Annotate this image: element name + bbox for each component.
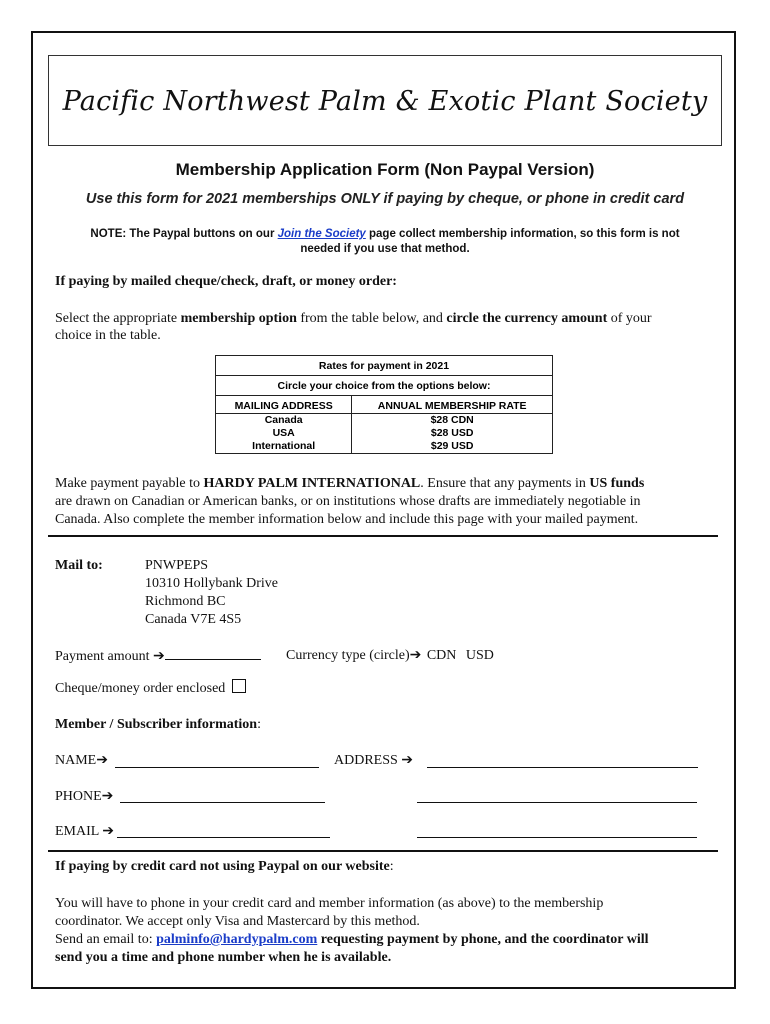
cc-text-2: coordinator. We accept only Visa and Mastercard by this method.: [55, 914, 420, 929]
payment-amount-row: [55, 647, 261, 665]
cc-email-prefix: Send an email to:: [55, 932, 157, 947]
cc-heading-row: [55, 858, 394, 875]
col-annual-rate: ANNUAL MEMBERSHIP RATE: [352, 396, 553, 414]
divider-1: [48, 535, 718, 537]
address-label: ADDRESS ➔: [334, 753, 414, 768]
select-text-b: membership option: [180, 311, 297, 326]
member-heading-row: [55, 716, 261, 733]
rates-header-year: Rates for payment in 2021: [216, 356, 553, 376]
cc-text-1: You will have to phone in your credit card and member information (as above) to the membership: [55, 896, 604, 911]
payable-instructions: [55, 475, 720, 529]
divider-2: [48, 850, 718, 852]
rate-address-international: International: [216, 440, 352, 454]
payable-c: . Ensure that any payments in: [420, 476, 590, 491]
currency-label: Currency type (circle)➔: [286, 648, 422, 663]
address-field-3[interactable]: [417, 837, 697, 838]
mail-address: [145, 557, 278, 629]
select-text-c: from the table below, and: [296, 311, 447, 326]
member-heading: Member / Subscriber information: [55, 717, 258, 732]
paypal-note: [55, 227, 715, 257]
select-text-e: of your: [607, 311, 652, 326]
payment-amount-field[interactable]: [165, 647, 261, 660]
rates-header-circle: Circle your choice from the options below:: [216, 376, 553, 396]
note-suffix-1: page collect membership information, so this form is not: [365, 228, 680, 240]
select-text-a: Select the appropriate: [55, 311, 181, 326]
mail-line-2: 10310 Hollybank Drive: [145, 576, 278, 591]
name-label: NAME➔: [55, 753, 108, 768]
select-text-d: circle the currency amount: [446, 311, 608, 326]
payable-b: HARDY PALM INTERNATIONAL: [203, 476, 421, 491]
cc-heading: If paying by credit card not using Paypal on our website: [55, 859, 390, 874]
currency-row: [286, 647, 494, 664]
email-field[interactable]: [117, 837, 330, 838]
cc-heading-colon: :: [389, 859, 394, 874]
mail-line-1: PNWPEPS: [145, 558, 209, 573]
address-field-1[interactable]: [427, 767, 698, 768]
society-title: Pacific Northwest Palm & Exotic Plant Society: [62, 86, 708, 117]
payable-line2: are drawn on Canadian or American banks, or on institutions whose drafts are immediately negotiable in: [55, 494, 641, 509]
rate-address-canada: Canada: [216, 414, 352, 428]
use-note: Use this form for 2021 memberships ONLY if paying by cheque, or phone in credit card: [85, 191, 685, 207]
address-field-2[interactable]: [417, 802, 697, 803]
payable-line3: Canada. Also complete the member information below and include this page with your mailed payment.: [55, 512, 639, 527]
join-society-link[interactable]: Join the Society: [277, 228, 366, 240]
member-heading-colon: :: [257, 717, 261, 732]
rate-value-international[interactable]: $29 USD: [352, 440, 553, 454]
email-link[interactable]: palminfo@hardypalm.com: [156, 932, 318, 947]
payment-amount-label: Payment amount ➔: [55, 649, 165, 664]
phone-field[interactable]: [120, 802, 325, 803]
col-mailing-address: MAILING ADDRESS: [216, 396, 352, 414]
currency-cdn[interactable]: CDN: [426, 648, 457, 663]
mail-to-label: Mail to:: [55, 558, 103, 573]
phone-label: PHONE➔: [55, 789, 114, 804]
cc-email-suffix: requesting payment by phone, and the coordinator will: [317, 932, 649, 947]
currency-usd[interactable]: USD: [465, 648, 494, 663]
rate-value-usa[interactable]: $28 USD: [352, 427, 553, 440]
cc-instructions: [55, 895, 720, 967]
form-title: Membership Application Form (Non Paypal Version): [175, 160, 595, 179]
cheque-heading: If paying by mailed cheque/check, draft, or money order:: [55, 274, 397, 289]
mail-line-4: Canada V7E 4S5: [145, 612, 242, 627]
title-box: [48, 55, 722, 146]
payable-d: US funds: [589, 476, 645, 491]
cheque-enclosed-label: Cheque/money order enclosed: [55, 681, 226, 696]
rate-address-usa: USA: [216, 427, 352, 440]
cheque-enclosed-checkbox[interactable]: [232, 679, 246, 693]
cheque-enclosed-row: [55, 679, 246, 697]
select-text-f: choice in the table.: [55, 328, 161, 343]
cc-text-4: send you a time and phone number when he is available.: [55, 950, 392, 965]
rates-table: [215, 355, 553, 454]
note-suffix-2: needed if you use that method.: [300, 243, 470, 255]
note-prefix: NOTE: The Paypal buttons on our: [90, 228, 278, 240]
name-field[interactable]: [115, 767, 319, 768]
mail-line-3: Richmond BC: [145, 594, 226, 609]
email-label: EMAIL ➔: [55, 824, 115, 839]
payable-a: Make payment payable to: [55, 476, 204, 491]
rate-value-canada[interactable]: $28 CDN: [352, 414, 553, 428]
select-instructions: [55, 310, 720, 344]
